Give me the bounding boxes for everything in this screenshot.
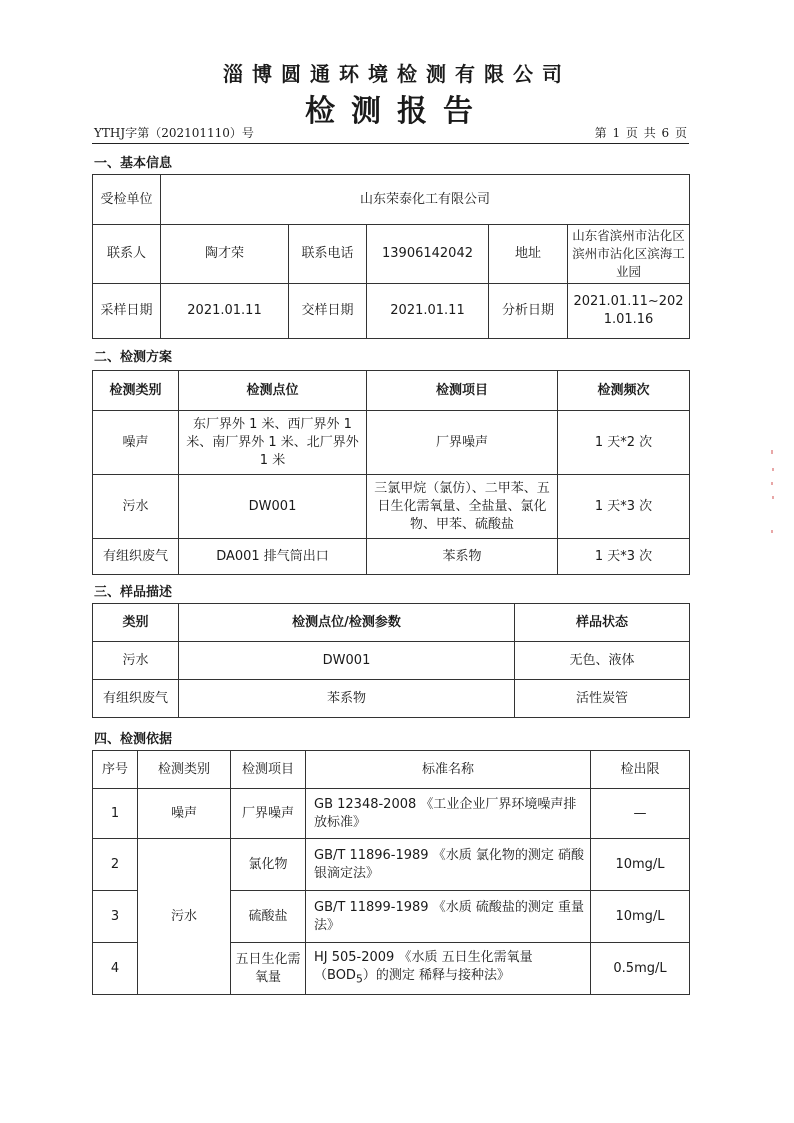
basis-standard-part: HJ 505-2009 《水质 五日生化需氧量（BOD <box>314 949 533 983</box>
basis-table <box>92 750 690 995</box>
sample-parameter: DW001 <box>179 642 515 680</box>
basis-limit: — <box>591 789 690 839</box>
basis-limit: 10mg/L <box>591 839 690 891</box>
scan-mark <box>772 468 774 471</box>
basis-no: 1 <box>93 789 138 839</box>
basis-header: 检测项目 <box>231 751 306 789</box>
table-row <box>93 642 690 680</box>
basis-item: 五日生化需氧量 <box>231 943 306 995</box>
contact-value: 陶才荣 <box>161 225 289 284</box>
analysis-date-label: 分析日期 <box>489 284 568 339</box>
sample-state: 活性炭管 <box>515 680 690 718</box>
section-heading-plan: 二、检测方案 <box>94 350 173 365</box>
samples-header: 检测点位/检测参数 <box>179 604 515 642</box>
basis-limit: 0.5mg/L <box>591 943 690 995</box>
table-row <box>93 411 690 475</box>
table-row <box>93 789 690 839</box>
scan-mark <box>771 530 773 533</box>
basis-limit: 10mg/L <box>591 891 690 943</box>
basis-standard <box>306 943 591 995</box>
basis-header: 序号 <box>93 751 138 789</box>
sampling-date-label: 采样日期 <box>93 284 161 339</box>
basis-category: 污水 <box>138 839 231 995</box>
samples-table <box>92 603 690 718</box>
basis-standard: GB/T 11899-1989 《水质 硫酸盐的测定 重量法》 <box>306 891 591 943</box>
table-row <box>93 475 690 539</box>
sample-category: 有组织废气 <box>93 680 179 718</box>
plan-frequency: 1 天*3 次 <box>558 475 690 539</box>
basis-no: 2 <box>93 839 138 891</box>
contact-label: 联系人 <box>93 225 161 284</box>
samples-header: 样品状态 <box>515 604 690 642</box>
plan-table <box>92 370 690 575</box>
basis-standard-part: ）的测定 稀释与接种法》 <box>362 967 510 983</box>
plan-location: DW001 <box>179 475 367 539</box>
company-name: 淄博圆通环境检测有限公司 <box>223 62 571 86</box>
plan-location: 东厂界外 1 米、西厂界外 1 米、南厂界外 1 米、北厂界外 1 米 <box>179 411 367 475</box>
plan-category: 噪声 <box>93 411 179 475</box>
section-heading-samples: 三、样品描述 <box>94 585 173 600</box>
scan-mark <box>772 496 774 499</box>
table-row <box>93 839 690 891</box>
client-label: 受检单位 <box>93 175 161 225</box>
plan-frequency: 1 天*3 次 <box>558 539 690 575</box>
sample-parameter: 苯系物 <box>179 680 515 718</box>
plan-location: DA001 排气筒出口 <box>179 539 367 575</box>
plan-item: 三氯甲烷（氯仿）、二甲苯、五日生化需氧量、全盐量、氯化物、甲苯、硫酸盐 <box>367 475 558 539</box>
page-number: 第 1 页 共 6 页 <box>594 126 688 140</box>
basis-no: 3 <box>93 891 138 943</box>
scan-mark <box>771 450 773 454</box>
phone-label: 联系电话 <box>289 225 367 284</box>
basis-header: 检出限 <box>591 751 690 789</box>
basis-header: 标准名称 <box>306 751 591 789</box>
address-value: 山东省滨州市沾化区滨州市沾化区滨海工业园 <box>568 225 690 284</box>
client-value: 山东荣泰化工有限公司 <box>161 175 690 225</box>
basis-standard: GB/T 11896-1989 《水质 氯化物的测定 硝酸银滴定法》 <box>306 839 591 891</box>
table-row <box>93 539 690 575</box>
samples-header: 类别 <box>93 604 179 642</box>
sample-category: 污水 <box>93 642 179 680</box>
basis-item: 硫酸盐 <box>231 891 306 943</box>
section-heading-basis: 四、检测依据 <box>94 732 173 747</box>
basis-header: 检测类别 <box>138 751 231 789</box>
scan-mark <box>771 482 773 485</box>
basis-item: 厂界噪声 <box>231 789 306 839</box>
sample-state: 无色、液体 <box>515 642 690 680</box>
sampling-date-value: 2021.01.11 <box>161 284 289 339</box>
basis-standard: GB 12348-2008 《工业企业厂界环境噪声排放标准》 <box>306 789 591 839</box>
address-label: 地址 <box>489 225 568 284</box>
plan-item: 苯系物 <box>367 539 558 575</box>
analysis-date-value: 2021.01.11~2021.01.16 <box>568 284 690 339</box>
report-title: 检测报告 <box>305 94 489 129</box>
plan-header: 检测频次 <box>558 371 690 411</box>
plan-category: 污水 <box>93 475 179 539</box>
basis-category: 噪声 <box>138 789 231 839</box>
table-row <box>93 680 690 718</box>
plan-frequency: 1 天*2 次 <box>558 411 690 475</box>
header-rule <box>92 143 689 144</box>
basic-info-table <box>92 174 690 339</box>
plan-header: 检测项目 <box>367 371 558 411</box>
section-heading-basic-info: 一、基本信息 <box>94 156 173 171</box>
report-number: YTHJ字第（202101110）号 <box>94 126 254 140</box>
plan-item: 厂界噪声 <box>367 411 558 475</box>
plan-header: 检测类别 <box>93 371 179 411</box>
delivery-date-value: 2021.01.11 <box>367 284 489 339</box>
basis-item: 氯化物 <box>231 839 306 891</box>
plan-header: 检测点位 <box>179 371 367 411</box>
basis-standard-subscript: 5 <box>355 972 363 986</box>
plan-category: 有组织废气 <box>93 539 179 575</box>
basis-no: 4 <box>93 943 138 995</box>
delivery-date-label: 交样日期 <box>289 284 367 339</box>
phone-value: 13906142042 <box>367 225 489 284</box>
